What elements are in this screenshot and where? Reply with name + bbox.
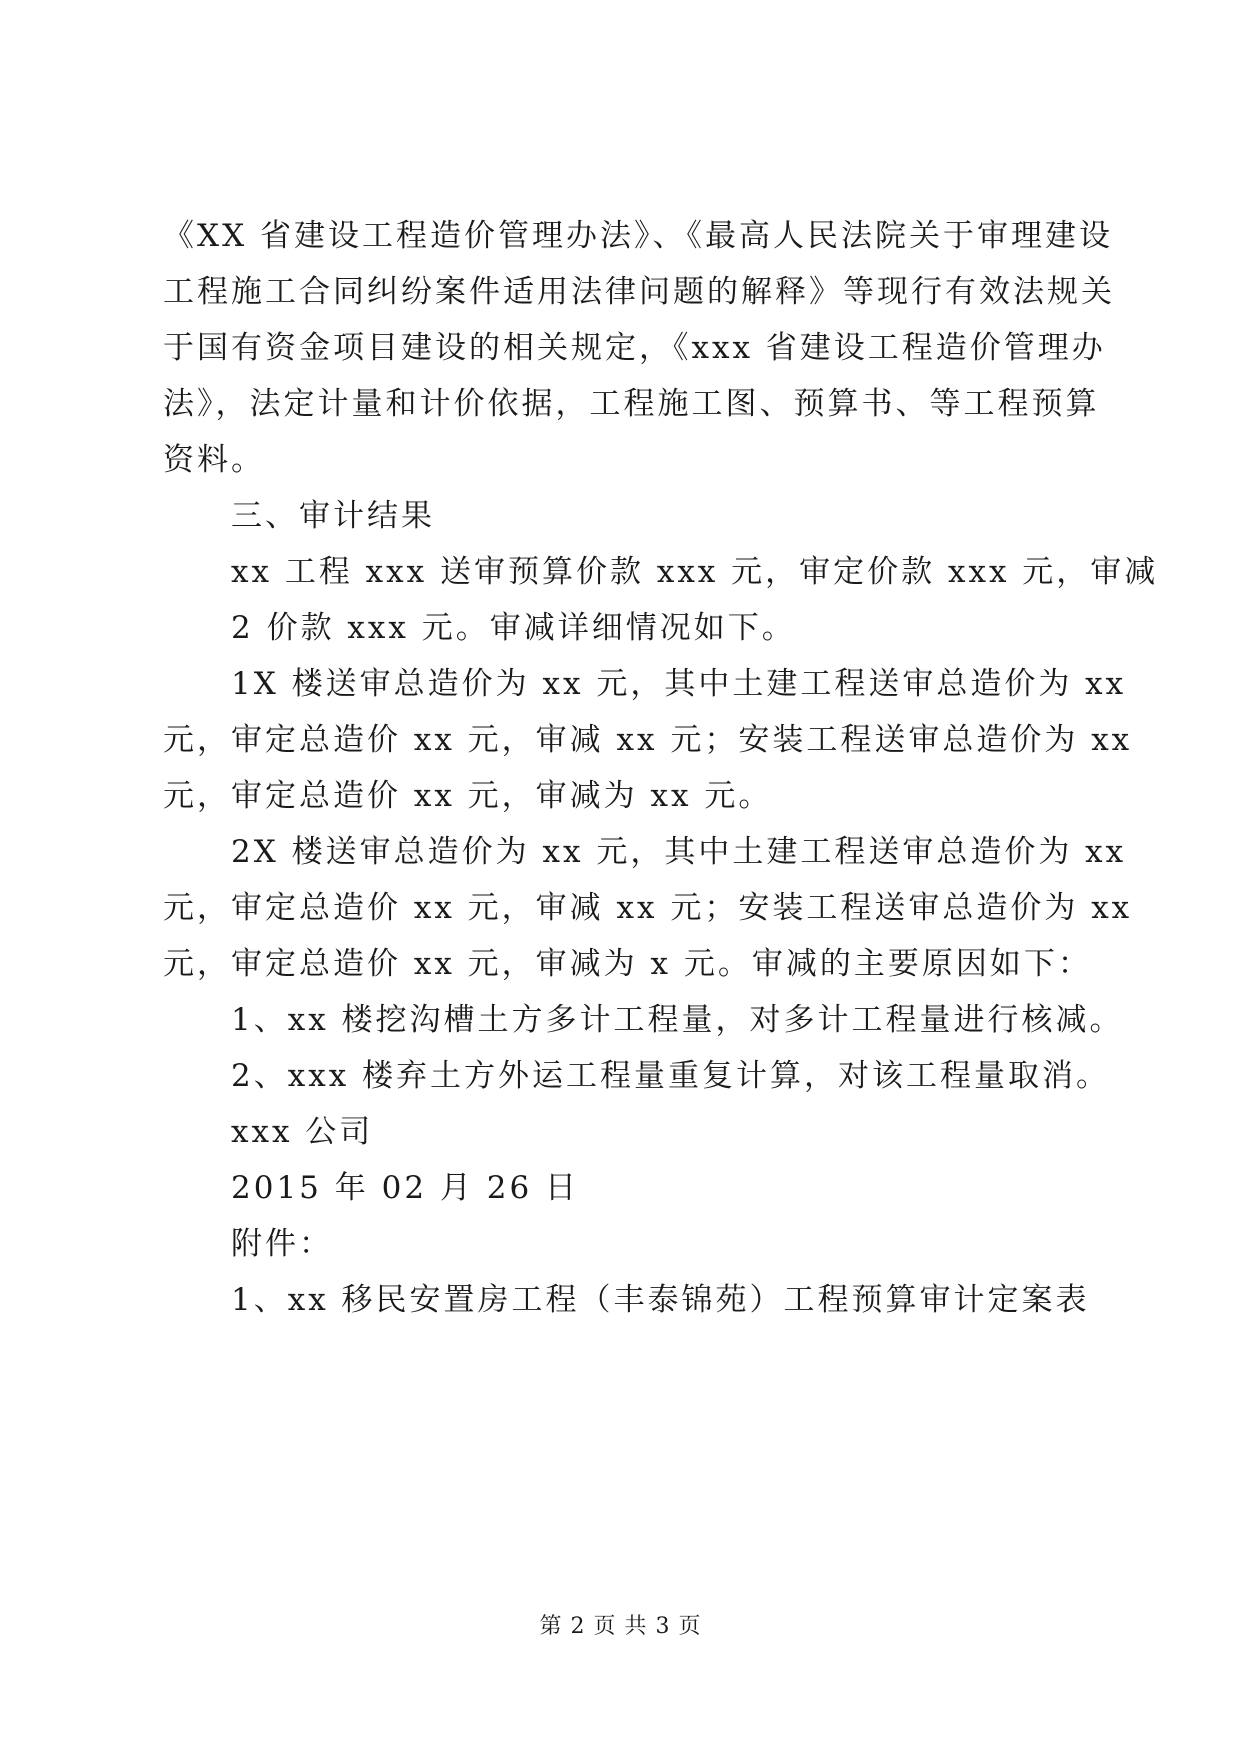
summary-line-2: 2 价款 xxx 元。审减详细情况如下。 (231, 610, 796, 646)
law-paragraph-line-5: 资料。 (163, 442, 265, 478)
summary-line-1: xx 工程 xxx 送审预算价款 xxx 元，审定价款 xxx 元，审减 (231, 554, 1159, 590)
reason-item-1: 1、xx 楼挖沟槽土方多计工程量，对多计工程量进行核减。 (231, 1002, 1124, 1038)
reason-item-2: 2、xxx 楼弃土方外运工程量重复计算，对该工程量取消。 (231, 1058, 1111, 1094)
section-heading: 三、审计结果 (231, 498, 435, 534)
law-paragraph-line-2: 工程施工合同纠纷案件适用法律问题的解释》等现行有效法规关 (163, 274, 1115, 310)
law-paragraph-line-1: 《XX 省建设工程造价管理办法》、《最高人民法院关于审理建设 (163, 218, 1113, 254)
building-2-line-2: 元，审定总造价 xx 元，审减 xx 元；安装工程送审总造价为 xx (163, 890, 1133, 926)
law-paragraph-line-3: 于国有资金项目建设的相关规定，《xxx 省建设工程造价管理办 (163, 330, 1106, 366)
page-number-footer: 第 2 页 共 3 页 (539, 1614, 702, 1639)
attachment-item: 1、xx 移民安置房工程（丰泰锦苑）工程预算审计定案表 (231, 1282, 1090, 1318)
law-paragraph-line-4: 法》，法定计量和计价依据，工程施工图、预算书、等工程预算 (163, 386, 1100, 422)
building-1-line-3: 元，审定总造价 xx 元，审减为 xx 元。 (163, 778, 773, 814)
attachment-label: 附件： (231, 1226, 333, 1262)
building-1-line-1: 1X 楼送审总造价为 xx 元，其中土建工程送审总造价为 xx (231, 666, 1127, 702)
signature-date: 2015 年 02 月 26 日 (231, 1170, 580, 1206)
building-2-line-3: 元，审定总造价 xx 元，审减为 x 元。审减的主要原因如下： (163, 946, 1092, 982)
building-1-line-2: 元，审定总造价 xx 元，审减 xx 元；安装工程送审总造价为 xx (163, 722, 1133, 758)
signature-company: xxx 公司 (231, 1114, 374, 1150)
building-2-line-1: 2X 楼送审总造价为 xx 元，其中土建工程送审总造价为 xx (231, 834, 1127, 870)
